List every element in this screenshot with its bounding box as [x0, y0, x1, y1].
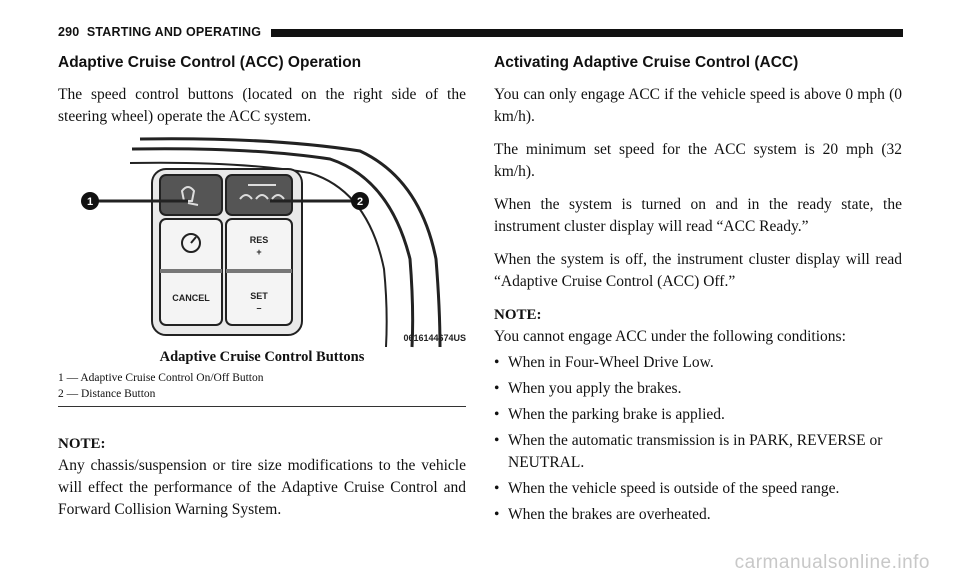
- callout-2-label: 2: [356, 196, 364, 208]
- list-item: • When the automatic transmission is in PARK, REVERSE or NEUTRAL.: [494, 430, 902, 474]
- list-item: • When the vehicle speed is outside of the speed range.: [494, 478, 902, 500]
- list-item: • When the brakes are overheated.: [494, 504, 902, 526]
- intro-paragraph: The speed control buttons (located on the right side of the steering wheel) operate the ACC system.: [58, 86, 466, 125]
- list-item: • When in Four-Wheel Drive Low.: [494, 352, 902, 374]
- note-text: Any chassis/suspension or tire size modifications to the vehicle will effect the performance of the Adaptive Cruise Control and Forward Collision Warning System.: [58, 457, 466, 518]
- cancel-label: CANCEL: [172, 293, 210, 303]
- paragraph: The minimum set speed for the ACC system is 20 mph (32 km/h).: [494, 141, 902, 180]
- page-number: 290: [58, 25, 80, 39]
- paragraph: When the system is off, the instrument cluster display will read “Adaptive Cruise Control (ACC) Off.”: [494, 251, 902, 290]
- acc-buttons-figure: [86, 139, 466, 347]
- figure-legend: [58, 370, 466, 407]
- conditions-list: [494, 352, 902, 526]
- legend-item: 1 — Adaptive Cruise Control On/Off Button: [58, 372, 264, 384]
- header-label: [58, 25, 271, 39]
- res-plus-label: +: [256, 247, 262, 257]
- list-item: • When the parking brake is applied.: [494, 404, 902, 426]
- activating-acc-heading: Activating Adaptive Cruise Control (ACC): [494, 54, 799, 71]
- figure-code: 0616144674US: [403, 333, 466, 343]
- left-column: [58, 54, 466, 532]
- note-label: NOTE:: [58, 436, 106, 452]
- section-title: STARTING AND OPERATING: [86, 25, 262, 39]
- right-column: [494, 54, 902, 530]
- set-minus-label: –: [256, 303, 262, 313]
- list-item: • When you apply the brakes.: [494, 378, 902, 400]
- page-header: [58, 26, 903, 40]
- res-label: RES: [249, 235, 269, 245]
- acc-operation-heading: Adaptive Cruise Control (ACC) Operation: [58, 54, 362, 71]
- paragraph: You can only engage ACC if the vehicle speed is above 0 mph (0 km/h).: [494, 86, 902, 125]
- note-label: NOTE:: [494, 307, 542, 323]
- callout-1-label: 1: [86, 196, 94, 208]
- note-intro: You cannot engage ACC under the following conditions:: [494, 328, 846, 345]
- figure-caption: Adaptive Cruise Control Buttons: [159, 349, 365, 365]
- acc-onoff-button: [160, 175, 222, 215]
- legend-item: 2 — Distance Button: [58, 388, 156, 400]
- watermark: carmanualsonline.info: [734, 552, 930, 573]
- set-label: SET: [250, 291, 268, 301]
- paragraph: When the system is turned on and in the ready state, the instrument cluster display will read “ACC Ready.”: [494, 196, 902, 235]
